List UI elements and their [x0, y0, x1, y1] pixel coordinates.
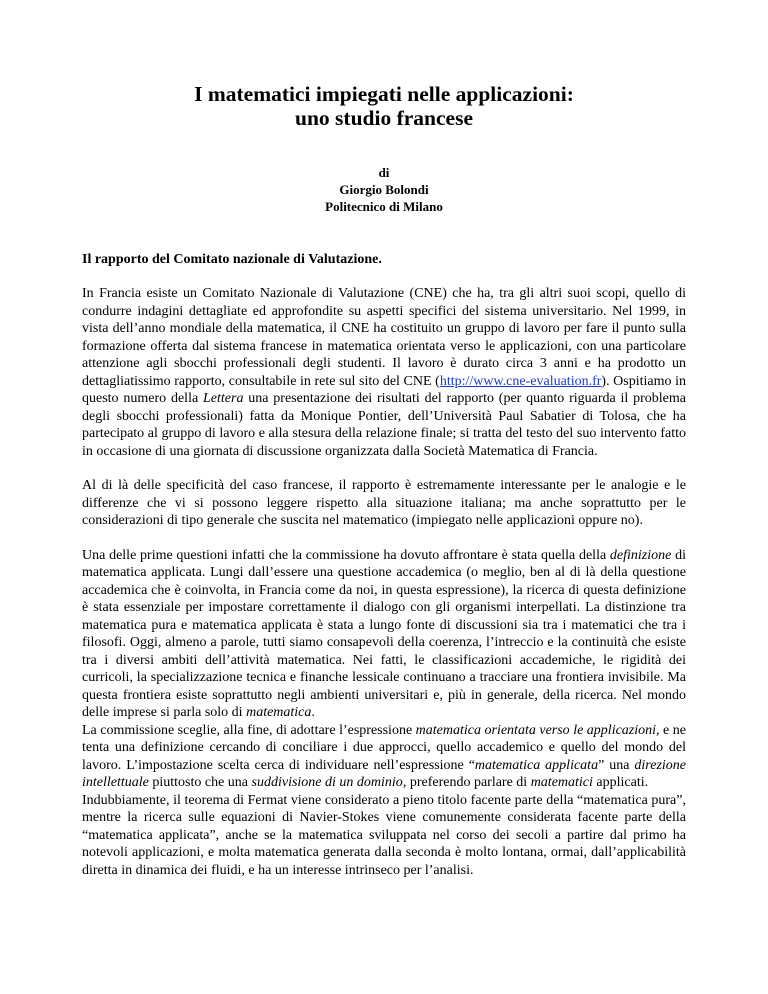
paragraph-2: Al di là delle specificità del caso francese, il rapporto è estremamente interessante per le analogie e le differenze che vi si possono leggere rispetto alla situazione italiana; ma anche soprattutto per le considerazioni di tipo generale che suscita nel matematico (impiegato nelle applicazioni oppure no).: [82, 478, 686, 528]
italic-text: matematici: [530, 775, 593, 790]
byline: [82, 164, 686, 215]
byline-di: di: [378, 165, 390, 180]
author-affiliation: Politecnico di Milano: [325, 199, 443, 214]
text-run: La commissione sceglie, alla fine, di adottare l’espressione: [82, 722, 416, 738]
italic-text: definizione: [609, 547, 672, 563]
italic-text: matematica orientata verso le applicazioni: [415, 722, 657, 738]
paragraph-5: Indubbiamente, il teorema di Fermat viene considerato a pieno titolo facente parte della “matematica pura”, mentre la ricerca sulle equazioni di Navier-Stokes viene comunemente considerata facente parte della “matematica applicata”, anche se la matematica sviluppata nel corso dei secoli a partire dal primo ha notevoli applicazioni, e molta matematica generata dalla seconda è molto lontana, ormai, dall’applicabilità diretta in dinamica dei fluidi, e ha un interesse intrinseco per l’analisi.: [82, 792, 686, 878]
text-run: Una delle prime questioni infatti che la commissione ha dovuto affrontare è stata quella della: [82, 547, 610, 563]
text-run: .: [311, 705, 315, 720]
text-run: , e ne tenta una definizione cercando di conciliare i due approcci, quello accademico e quello del mondo del lavoro. L’impostazione scelta cerca di individuare nell’espressione “: [82, 722, 686, 773]
italic-text: Lettera: [203, 391, 244, 406]
section-heading: Il rapporto del Comitato nazionale di Valutazione.: [82, 252, 382, 267]
text-run: ). Ospitiamo in questo numero della: [82, 373, 686, 406]
paragraph-4: [82, 722, 686, 792]
author-name: Giorgio Bolondi: [339, 182, 429, 197]
text-run: applicati.: [592, 775, 649, 790]
italic-text: matematica: [246, 705, 312, 720]
title-line-2: uno studio francese: [295, 106, 473, 130]
document-title: [82, 82, 686, 130]
italic-text: suddivisione di un dominio: [251, 775, 403, 790]
italic-text: direzione intellettuale: [82, 757, 686, 790]
text-run: piuttosto che una: [148, 775, 252, 790]
italic-text: matematica applicata: [474, 757, 599, 773]
text-run: , preferendo parlare di: [402, 775, 531, 790]
paragraph-1: [82, 285, 686, 460]
paragraph-3: [82, 547, 686, 722]
title-line-1: I matematici impiegati nelle applicazioni:: [194, 82, 574, 106]
text-run: una presentazione dei risultati del rapporto (per quanto riguarda il problema degli sbocchi professionali) fatta da Monique Pontier, dell’Università Paul Sabatier di Tolosa, che ha partecipato al gruppo di lavoro e alla stesura della relazione finale; si tratta del testo del suo intervento fatto in occasione di una giornata di discussione organizzata dalla Società Matematica di Francia.: [82, 391, 687, 459]
text-run: di matematica applicata. Lungi dall’essere una questione accademica (o meglio, ben al di là della questione accademica che è coinvolta, in Francia come da noi, in questa espressione), la ricerca di questa definizione è stata essenziale per impostare correttamente il dialogo con gli organismi interpellati. La distinzione tra matematica pura e matematica applicata è stata a lungo fonte di discussioni sia tra i matematici che tra i filosofi. Oggi, almeno a parole, tutti siamo consapevoli della coerenza, l’intreccio e la continuità che esiste tra i diversi ambiti dell’attività matematica. Nei fatti, le classificazioni accademiche, le rigidità dei curricoli, la specializzazione tecnica e finanche lessicale continuano a tracciare una frontiera invisibile. Ma questa frontiera esiste soprattutto negli ambienti universitari e, più in generale, della ricerca. Nel mondo delle imprese si parla solo di: [82, 547, 686, 720]
text-run: ” una: [598, 757, 635, 773]
text-run: In Francia esiste un Comitato Nazionale di Valutazione (CNE) che ha, tra gli altri suoi scopi, quello di condurre indagini dettagliate ed approfondite su aspetti specifici del sistema universitario. Nel 1999, in vista dell’anno mondiale della matematica, il CNE ha costituito un gruppo di lavoro per fare il punto sulla formazione offerta dal sistema francese in matematica orientata verso le applicazioni, con una particolare attenzione agli sbocchi professionali degli studenti. Il lavoro è durato circa 3 anni e ha prodotto un dettagliatissimo rapporto, consultabile in rete sul sito del CNE (: [82, 286, 686, 389]
cne-website-link[interactable]: http://www.cne-evaluation.fr: [439, 373, 602, 389]
